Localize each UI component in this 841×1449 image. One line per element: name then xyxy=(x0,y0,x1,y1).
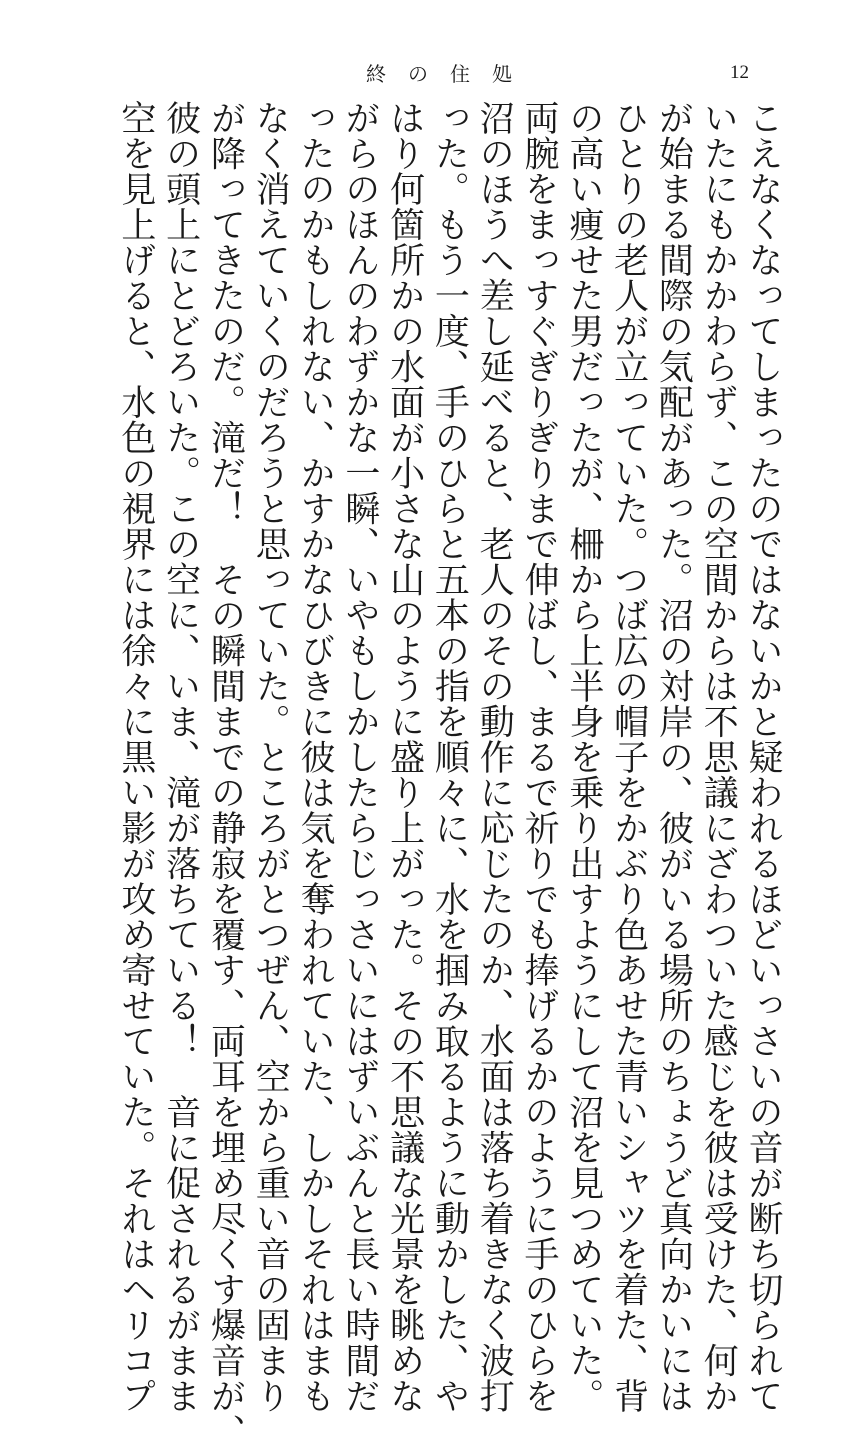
text-line: はり何箇所かの水面が小さな山のように盛り上がった。その不思議な光景を眺めな xyxy=(384,100,425,1414)
text-line: 沼のほうへ差し延べると、老人のその動作に応じたのか、水面は落ち着きなく波打 xyxy=(474,100,515,1414)
text-line: 彼の頭上にとどろいた。この空に、いま、滝が落ちている！ 音に促されるがまま xyxy=(160,100,201,1414)
text-line: いたにもかかわらず、この空間からは不思議にざわついた感じを彼は受けた、何か xyxy=(698,100,739,1414)
text-line: った。もう一度、手のひらと五本の指を順々に、水を掴み取るように動かした、や xyxy=(429,100,470,1414)
text-line: 両腕をまっすぐぎりぎりまで伸ばし、まるで祈りでも捧げるかのように手のひらを xyxy=(519,100,560,1414)
text-line: が始まる間際の気配があった。沼の対岸の、彼がいる場所のちょうど真向かいには xyxy=(653,100,694,1414)
text-line: 空を見上げると、水色の視界には徐々に黒い影が攻め寄せていた。それはヘリコプ xyxy=(115,100,156,1414)
text-line: ったのかもしれない、かすかなひびきに彼は気を奪われていた、しかしそれはまも xyxy=(295,100,336,1414)
vertical-body-text xyxy=(115,100,785,1449)
text-line: が降ってきたのだ。滝だ！ その瞬間までの静寂を覆す、両耳を埋め尽くす爆音が、 xyxy=(205,100,246,1449)
text-line: こえなくなってしまったのではないかと疑われるほどいっさいの音が断ち切られて xyxy=(743,100,783,1414)
text-line: なく消えていくのだろうと思っていた。ところがとつぜん、空から重い音の固まり xyxy=(250,100,291,1414)
text-line: ひとりの老人が立っていた。つば広の帽子をかぶり色あせた青いシャツを着た、背 xyxy=(608,100,649,1414)
text-line: の高い痩せた男だったが、柵から上半身を乗り出すようにして沼を見つめていた。 xyxy=(563,100,604,1414)
running-title: 終の住処 xyxy=(366,62,534,86)
page-number: 12 xyxy=(730,62,749,83)
text-line: がらのほんのわずかな一瞬、いやもしかしたらじっさいにはずいぶんと長い時間だ xyxy=(339,100,380,1414)
